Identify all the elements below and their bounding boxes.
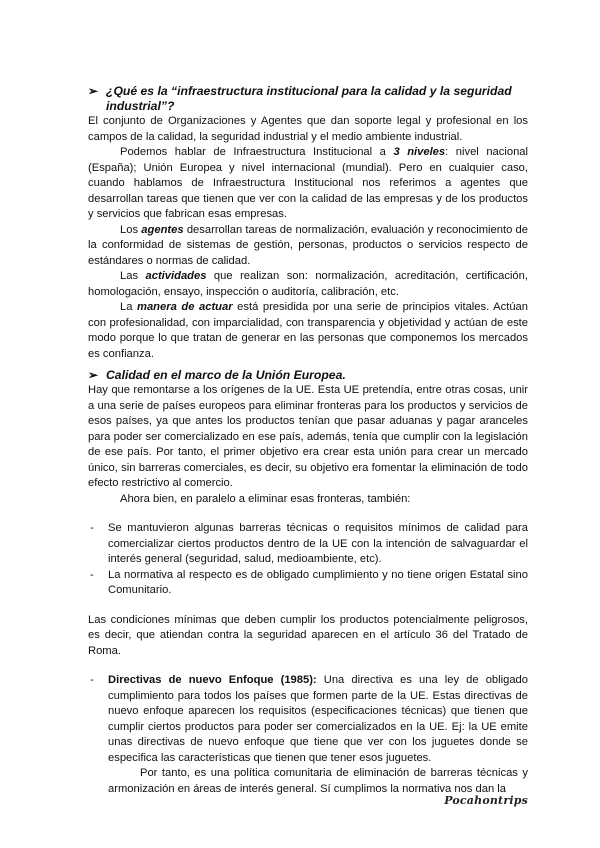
heading-text: Calidad en el marco de la Unión Europea. <box>106 368 346 382</box>
dash-list-directivas <box>88 673 528 797</box>
heading-line-1: ¿Qué es la “infraestructura institucional para la calidad y la seguridad <box>106 84 512 98</box>
heading-line-2: industrial”? <box>106 99 175 113</box>
paragraph-manera-de-actuar: La manera de actuar está presidida por una serie de principios vitales. Actúan con profesionalidad, con imparcialidad, con transparencia y objetividad y actúan de este modo porque lo que tratan de generar en las personas que componemos los mercados es confianza. <box>88 301 528 360</box>
bold-actividades: actividades <box>145 270 207 282</box>
paragraph-niveles: Podemos hablar de Infraestructura Institucional a 3 niveles: nivel nacional (España); Unión Europea y nivel internacional (mundial). Pero en cualquier caso, cuando hablamos de Infraestructura Institucional nos referimos a agentes que desarrollan tareas que tienen que ver con la calidad de las empresas y de los productos y servicios que fabrican esas empresas. <box>88 146 528 220</box>
arrow-bullet-icon: ➢ <box>88 368 99 382</box>
paragraph-condiciones-minimas: Las condiciones mínimas que deben cumplir los productos potencialmente peligrosos, es decir, que atiendan contra la seguridad aparecen en el artículo 36 del Tratado de Roma. <box>88 613 528 657</box>
section-heading-calidad-ue <box>88 368 528 383</box>
list-item-directivas: - Directivas de nuevo Enfoque (1985): Una directiva es una ley de obligado cumplimiento para todos los países que formen parte de la UE. Estas directivas de nuevo enfoque aparecen los requisitos (especificaciones técnicas) que tienen que cumplir ciertos productos para poder ser comercializados en la UE. Ej: la UE emite unas directivas de nuevo enfoque que tiene que ver con los juguetes donde se especifica las características que tienen que tener esos juguetes. <box>90 674 528 764</box>
list-item: - La normativa al respecto es de obligado cumplimiento y no tiene origen Estatal sino Comunitario. <box>90 568 528 596</box>
paragraph-origenes-ue: Hay que remontarse a los orígenes de la UE. Esta UE pretendía, entre otras cosas, unir a una serie de países europeos para eliminar fronteras para los productos y servicios de esos países, ya que antes los productos tenían que pasar aduanas y pagar aranceles para poder ser comercializado en ese país, además, tenía que cumplir con la legislación de ese país. Por tanto, el primer objetivo era crear esta unión para crear un mercado único, sin barreras comerciales, es decir, su objetivo era fomentar la eliminación de todo efecto restrictivo al comercio. <box>88 384 528 489</box>
section-heading-infraestructura <box>88 84 528 114</box>
paragraph-actividades: Las actividades que realizan son: normalización, acreditación, certificación, homologación, ensayo, inspección o auditoría, calibración, etc. <box>88 270 528 298</box>
list-item-continuation: Por tanto, es una política comunitaria de eliminación de barreras técnicas y armonización en áreas de interés general. Sí cumplimos la normativa nos dan la <box>108 767 528 795</box>
signature-footer: Pocahontrips <box>444 794 528 807</box>
list-item: - Se mantuvieron algunas barreras técnicas o requisitos mínimos de calidad para comercializar ciertos productos dentro de la UE con la intención de salvaguardar el interés general (seguridad, salud, medioambiente, etc). <box>90 522 528 565</box>
paragraph-ahora-bien: Ahora bien, en paralelo a eliminar esas fronteras, también: <box>120 492 411 505</box>
paragraph-definition: El conjunto de Organizaciones y Agentes que dan soporte legal y profesional en los campos de la calidad, la seguridad industrial y el medio ambiente industrial. <box>88 115 528 143</box>
bold-agentes: agentes <box>141 223 184 236</box>
directive-title: Directivas de nuevo Enfoque (1985): <box>108 674 317 686</box>
bold-manera-de-actuar: manera de actuar <box>137 301 233 313</box>
document-page <box>88 84 528 797</box>
paragraph-agentes: Los agentes desarrollan tareas de normalización, evaluación y reconocimiento de la conformidad de sistemas de gestión, personas, productos o servicios respecto de estándares o normas de calidad. <box>88 223 528 267</box>
arrow-bullet-icon: ➢ <box>88 84 99 98</box>
bold-niveles: 3 niveles <box>393 146 446 158</box>
dash-list-barreras <box>88 521 528 599</box>
